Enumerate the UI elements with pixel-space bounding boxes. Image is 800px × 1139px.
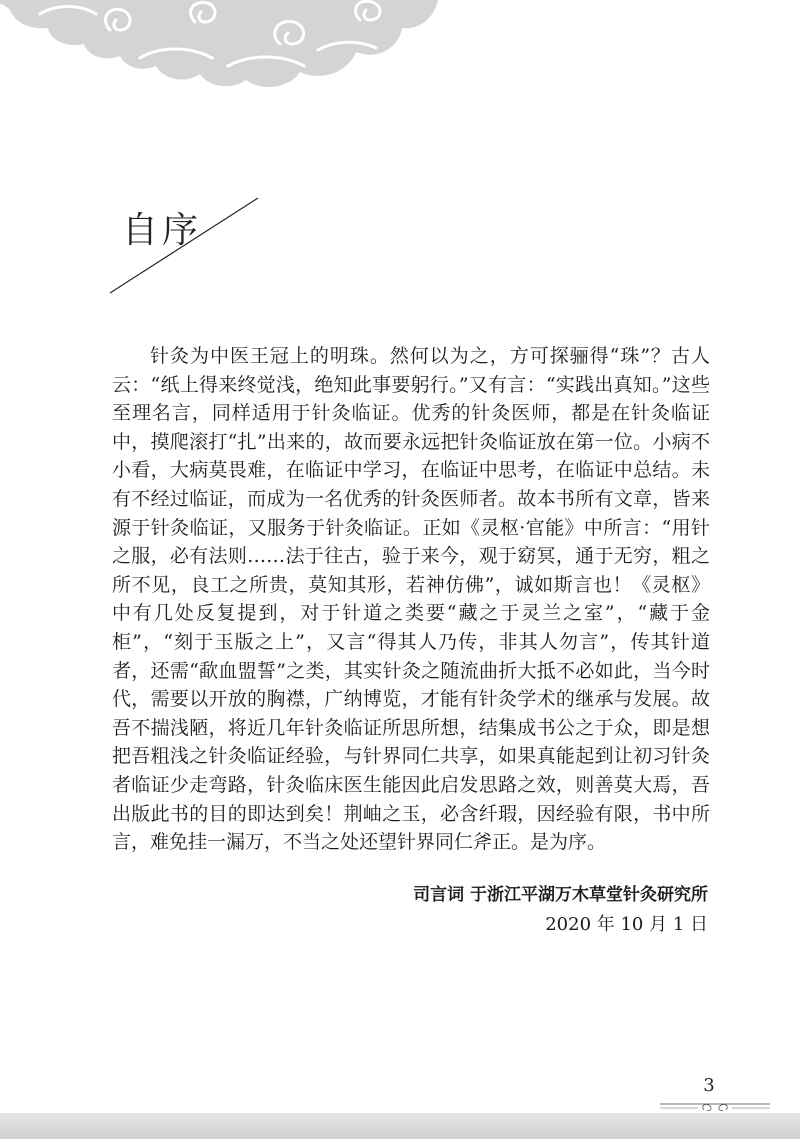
- title-slash-line: [108, 196, 268, 296]
- page-title: 自序: [122, 210, 203, 251]
- footer-band: [0, 1113, 800, 1139]
- author-line: 司言词 于浙江平湖万木草堂针灸研究所: [413, 885, 708, 905]
- preface-paragraph: 针灸为中医王冠上的明珠。然何以为之，方可探骊得“珠”？古人云：“纸上得来终觉浅，绝知此事要躬行。”又有言：“实践出真知。”这些至理名言，同样适用于针灸临证。优秀的针灸医师，都是在针灸临证中，摸爬滚打“扎”出来的，故而要永远把针灸临证放在第一位。小病不小看，大病莫畏难，在临证中学习，在临证中思考，在临证中总结。未有不经过临证，而成为一名优秀的针灸医师者。故本书所有文章，皆来源于针灸临证，又服务于针灸临证。正如《灵枢·官能》中所言：“用针之服，必有法则……法于往古，验于来今，观于窈冥，通于无穷，粗之所不见，良工之所贵，莫知其形，若神仿佛”，诚如斯言也！《灵枢》中有几处反复提到，对于针道之类要“藏之于灵兰之室”，“藏于金柜”，“刻于玉版之上”，又言“得其人乃传，非其人勿言”，传其针道者，还需“歃血盟誓”之类，其实针灸之随流曲折大抵不必如此，当今时代，需要以开放的胸襟，广纳博览，才能有针灸学术的继承与发展。故吾不揣浅陋，将近几年针灸临证所思所想，结集成书公之于众，即是想把吾粗浅之针灸临证经验，与针界同仁共享，如果真能起到让初习针灸者临证少走弯路，针灸临床医生能因此启发思路之效，则善莫大焉，吾出版此书的目的即达到矣！荆岫之玉，必含纤瑕，因经验有限，书中所言，难免挂一漏万，不当之处还望针界同仁斧正。是为序。: [112, 345, 710, 854]
- page-number: 3: [703, 1075, 715, 1096]
- title-block: [108, 196, 268, 296]
- date-line: 2020 年 10 月 1 日: [545, 914, 708, 935]
- preface-body: [112, 342, 710, 857]
- cloud-decoration: [0, 0, 440, 90]
- signature-block: [413, 880, 708, 940]
